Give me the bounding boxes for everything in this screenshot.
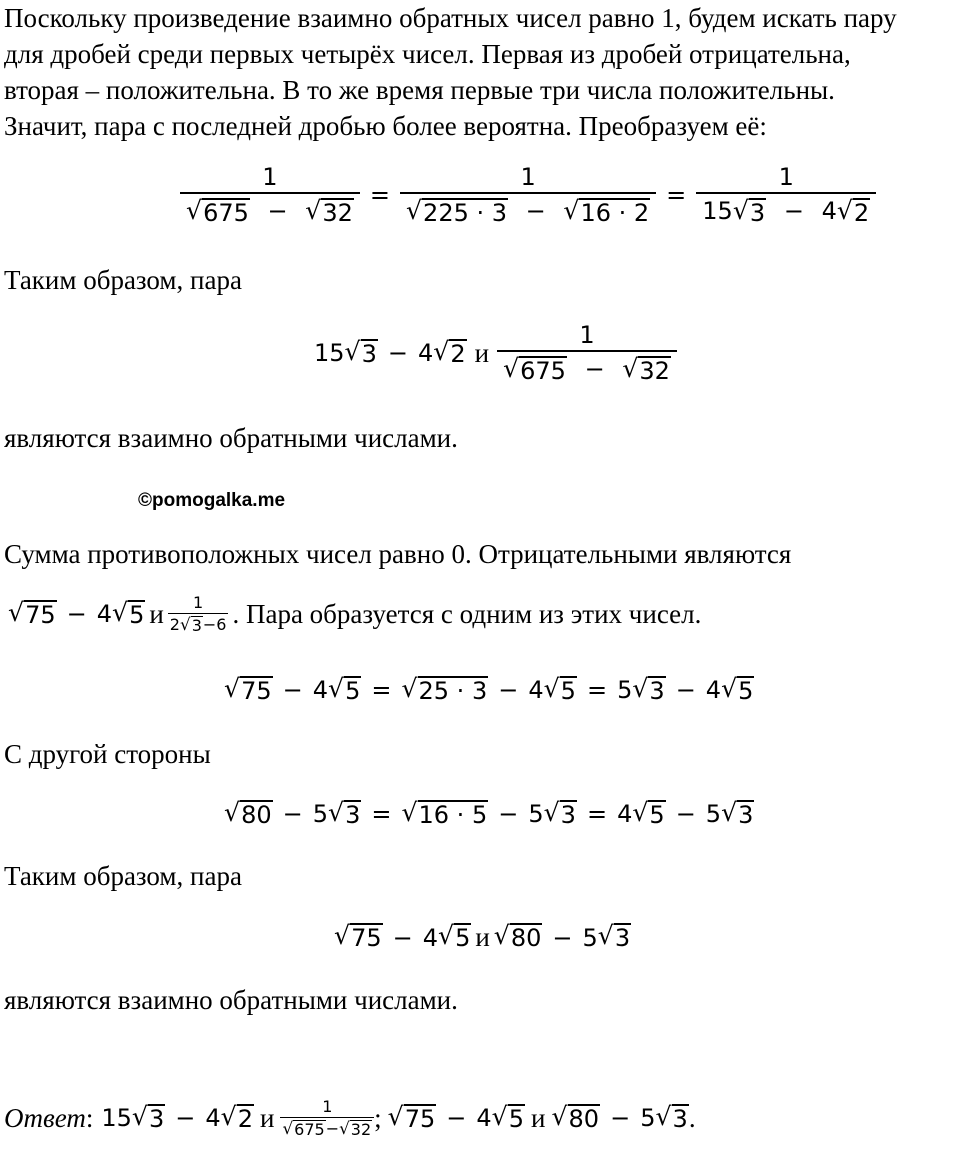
- negatives-line: √ 75 − 4 √ 5 и 1 2 √ 3 −6 . Пара образуется с одним из этих чисел.: [8, 593, 702, 635]
- equation-2: √ 75 − 4 √ 5 = √ 25 · 3 − 4 √ 5 = 5 √ 3 − 4 √ 5: [224, 674, 754, 705]
- fraction-225-16: 1 √ 225 · 3 − √ 16 · 2: [400, 164, 656, 227]
- answer-small-fraction: 1 √ 675 − √ 32: [280, 1098, 374, 1138]
- intro-line-1: Поскольку произведение взаимно обратных чисел равно 1, будем искать пару: [4, 3, 897, 33]
- pair-2: √ 75 − 4 √ 5 и √ 80 − 5 √ 3: [334, 921, 631, 953]
- answer-line: Ответ : 15 √ 3 − 4 √ 2 и 1 √ 675 − √ 32 ; √ 75 − 4 √ 5 и √ 80 − 5 √ 3 .: [4, 1097, 696, 1139]
- thus-line-2: Таким образом, пара: [4, 861, 242, 891]
- small-fraction-2r3-6: 1 2 √ 3 −6: [169, 593, 227, 635]
- watermark: ©pomogalka.me: [138, 490, 286, 511]
- thus-line-1: Таким образом, пара: [4, 265, 242, 295]
- equation-3: √ 80 − 5 √ 3 = √ 16 · 5 − 5 √ 3 = 4 √ 5 − 5 √ 3: [224, 798, 754, 829]
- other-side-line: С другой стороны: [4, 739, 211, 769]
- sqrt-225x3: √ 225 · 3: [405, 196, 508, 228]
- fraction-675-32: 1 √ 675 − √ 32: [180, 164, 360, 227]
- sqrt-675: √ 675: [186, 196, 249, 228]
- sqrt-16x2: √ 16 · 2: [563, 196, 650, 228]
- answer-label: Ответ: [4, 1102, 86, 1133]
- fraction-15r3-4r2: 1 15 √ 3 − 4 √ 2: [696, 164, 876, 227]
- sqrt-32: √ 32: [305, 196, 353, 228]
- equation-1: 1 √ 675 − √ 32 = 1 √ 225 · 3 − √ 16 · 2 = 1 15 √ 3 − 4 √ 2: [180, 164, 876, 227]
- pair-1: 15 √ 3 − 4 √ 2 и 1 √ 675 − √ 32: [314, 322, 677, 385]
- intro-line-4: Значит, пара с последней дробью более вероятна. Преобразуем её:: [4, 111, 767, 141]
- reciprocal-line-2: являются взаимно обратными числами.: [4, 985, 458, 1015]
- reciprocal-line-1: являются взаимно обратными числами.: [4, 423, 458, 453]
- intro-line-2: для дробей среди первых четырёх чисел. Первая из дробей отрицательна,: [4, 39, 851, 69]
- intro-line-3: вторая – положительна. В то же время первые три числа положительны.: [4, 75, 835, 105]
- sum-line: Сумма противоположных чисел равно 0. Отрицательными являются: [4, 539, 792, 569]
